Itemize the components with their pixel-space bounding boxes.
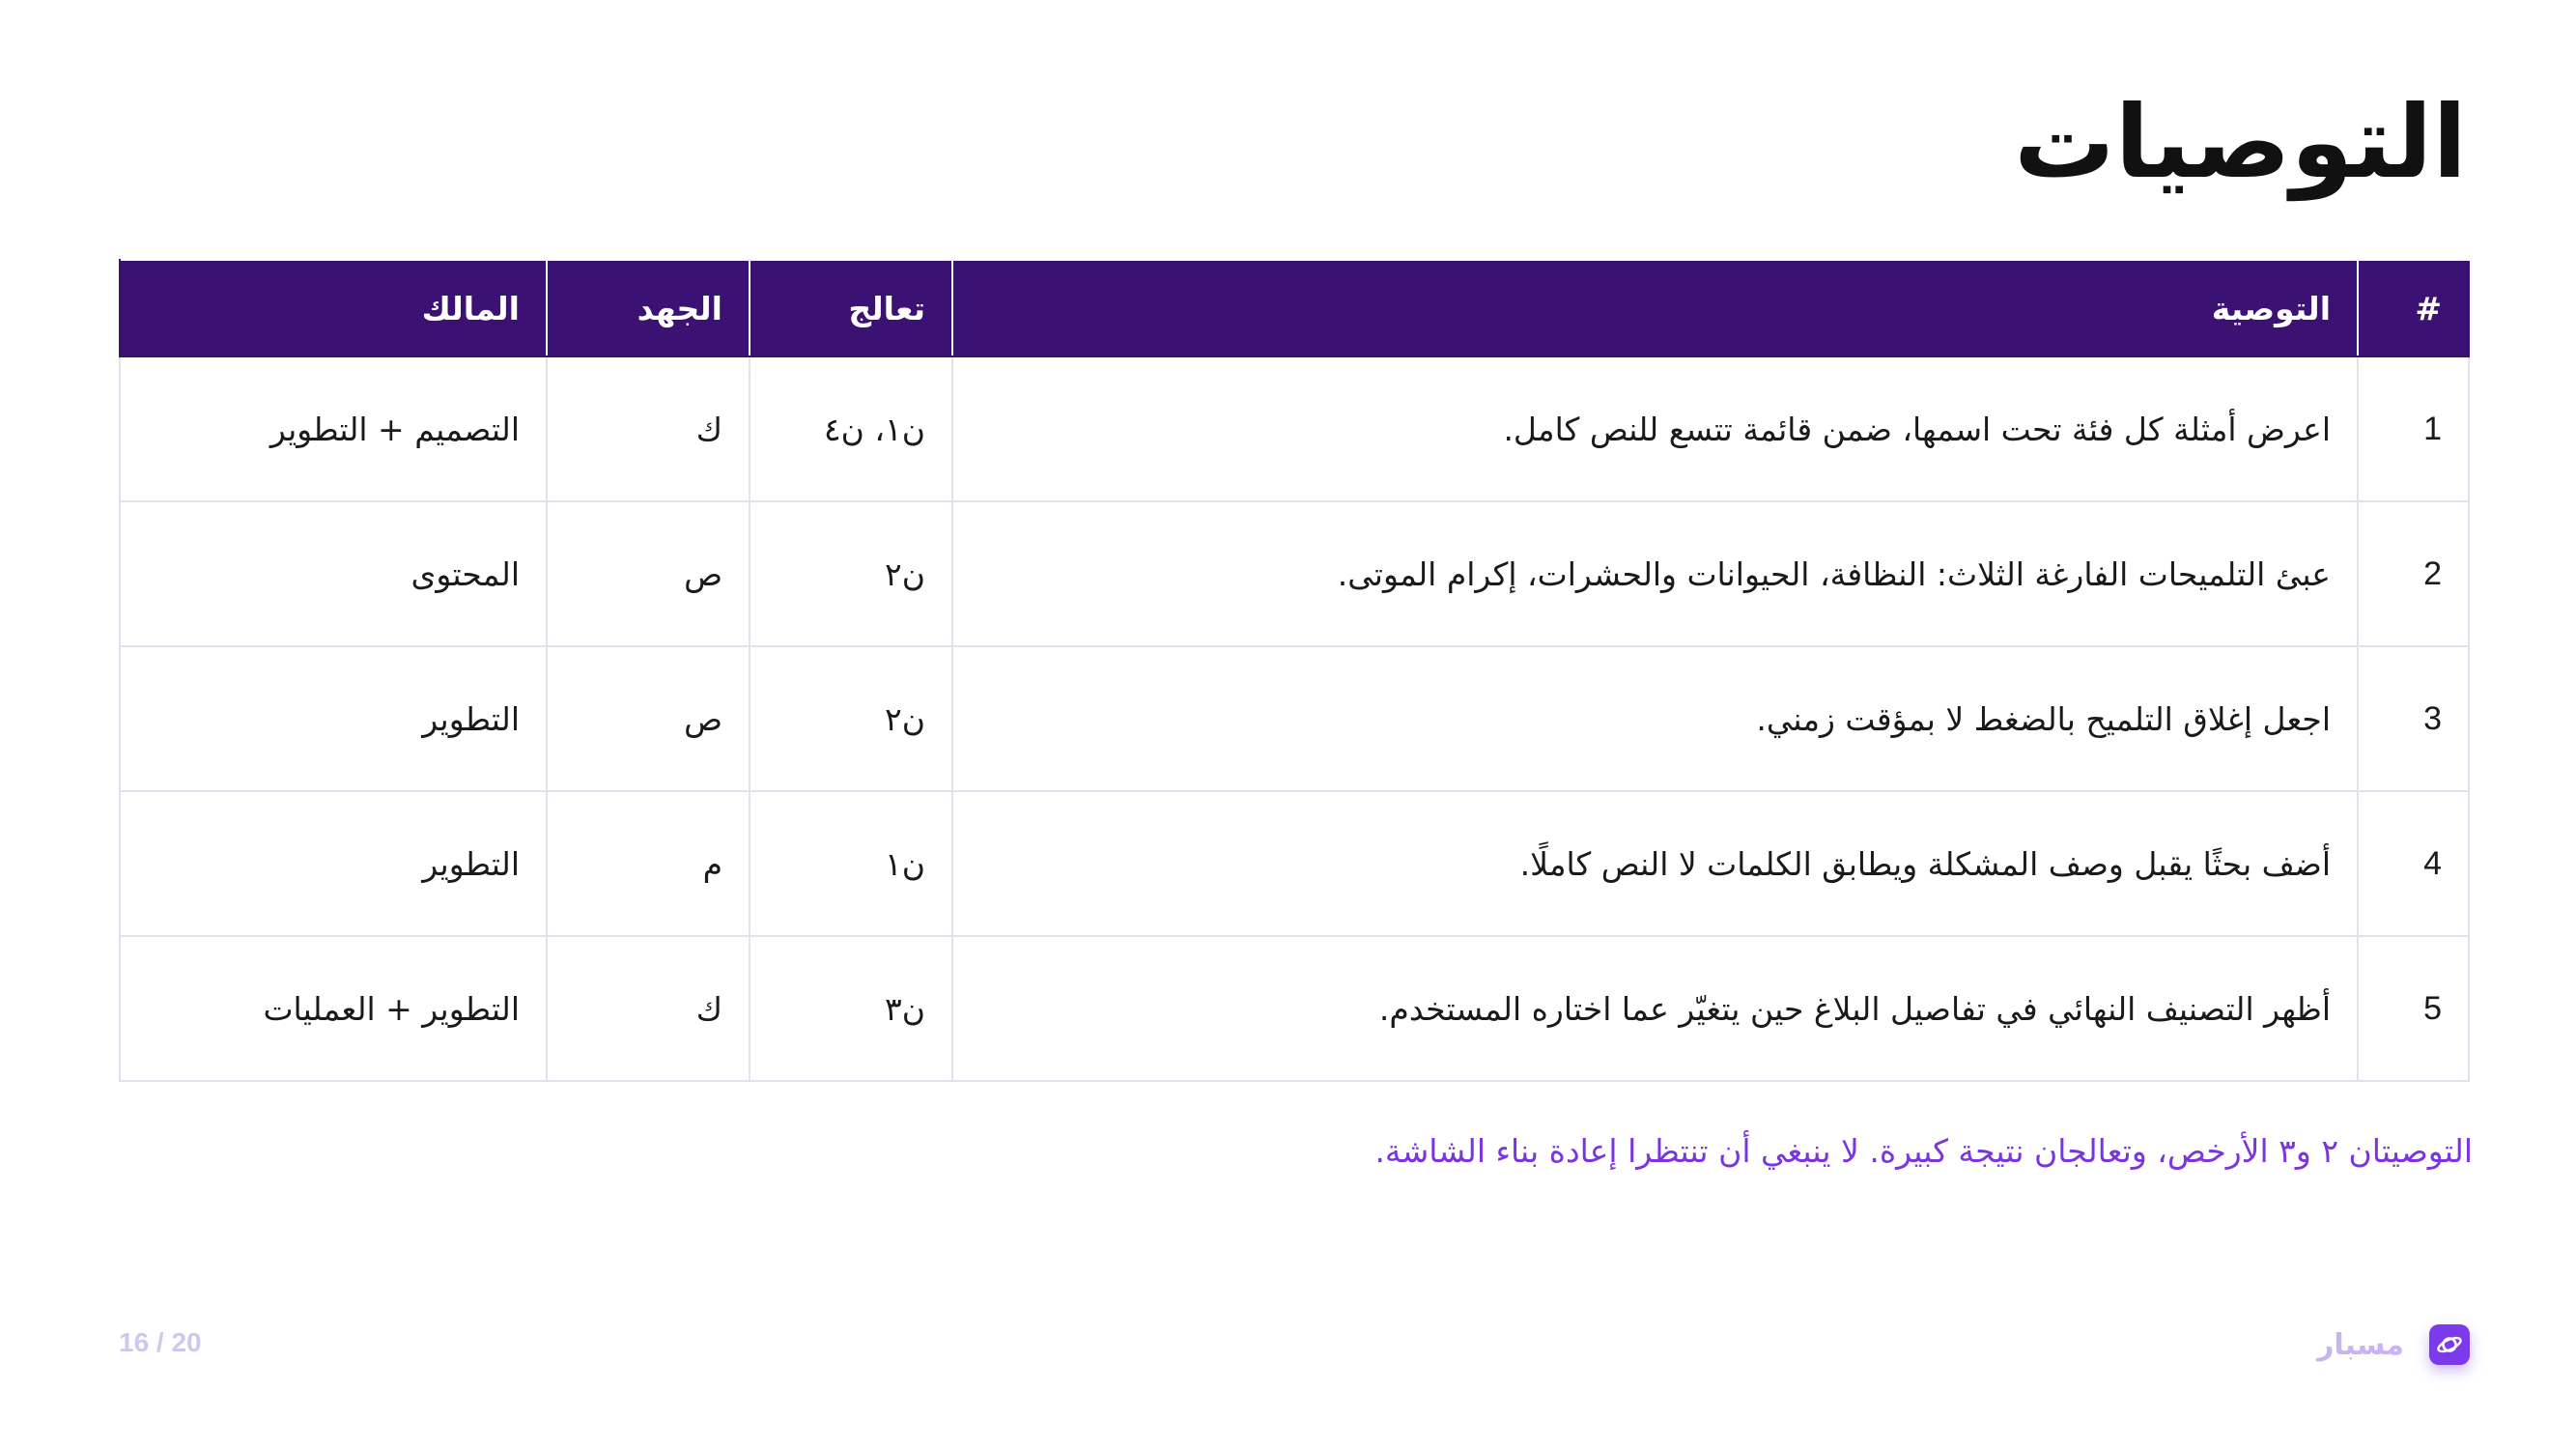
recommendations-table bbox=[119, 259, 2470, 1082]
addresses-cell: ن٢ bbox=[750, 501, 952, 646]
effort-cell: ك bbox=[547, 936, 750, 1081]
addresses-cell: ن١، ن٤ bbox=[750, 356, 952, 501]
row-number: 1 bbox=[2358, 356, 2469, 501]
column-header-recommendation: التوصية bbox=[952, 260, 2358, 356]
owner-cell: التصميم + التطوير bbox=[120, 356, 547, 501]
effort-cell: ك bbox=[547, 356, 750, 501]
row-number: 3 bbox=[2358, 646, 2469, 791]
addresses-cell: ن٢ bbox=[750, 646, 952, 791]
owner-cell: المحتوى bbox=[120, 501, 547, 646]
planet-icon bbox=[2429, 1324, 2470, 1365]
table-row bbox=[120, 791, 2469, 936]
column-header-number: # bbox=[2358, 260, 2469, 356]
brand-name: مسبار bbox=[2317, 1327, 2404, 1362]
effort-cell: ص bbox=[547, 646, 750, 791]
column-header-owner: المالك bbox=[120, 260, 547, 356]
recommendation-text: أضف بحثًا يقبل وصف المشكلة ويطابق الكلمات لا النص كاملًا. bbox=[952, 791, 2358, 936]
table-row bbox=[120, 356, 2469, 501]
effort-cell: م bbox=[547, 791, 750, 936]
table-row bbox=[120, 646, 2469, 791]
row-number: 2 bbox=[2358, 501, 2469, 646]
takeaway-note: التوصيتان ٢ و٣ الأرخص، وتعالجان نتيجة كبيرة. لا ينبغي أن تنتظرا إعادة بناء الشاشة. bbox=[1374, 1132, 2473, 1170]
addresses-cell: ن١ bbox=[750, 791, 952, 936]
addresses-cell: ن٣ bbox=[750, 936, 952, 1081]
recommendation-text: اعرض أمثلة كل فئة تحت اسمها، ضمن قائمة تتسع للنص كامل. bbox=[952, 356, 2358, 501]
owner-cell: التطوير bbox=[120, 791, 547, 936]
row-number: 5 bbox=[2358, 936, 2469, 1081]
row-number: 4 bbox=[2358, 791, 2469, 936]
brand-footer bbox=[2317, 1323, 2470, 1366]
owner-cell: التطوير + العمليات bbox=[120, 936, 547, 1081]
table-row bbox=[120, 936, 2469, 1081]
recommendation-text: اجعل إغلاق التلميح بالضغط لا بمؤقت زمني. bbox=[952, 646, 2358, 791]
owner-cell: التطوير bbox=[120, 646, 547, 791]
effort-cell: ص bbox=[547, 501, 750, 646]
column-header-addresses: تعالج bbox=[750, 260, 952, 356]
page-number: 16 / 20 bbox=[119, 1327, 202, 1357]
table-header-row bbox=[120, 260, 2469, 356]
recommendation-text: عبئ التلميحات الفارغة الثلاث: النظافة، الحيوانات والحشرات، إكرام الموتى. bbox=[952, 501, 2358, 646]
slide-title: التوصيات bbox=[2014, 83, 2467, 201]
recommendation-text: أظهر التصنيف النهائي في تفاصيل البلاغ حين يتغيّر عما اختاره المستخدم. bbox=[952, 936, 2358, 1081]
column-header-effort: الجهد bbox=[547, 260, 750, 356]
table-row bbox=[120, 501, 2469, 646]
